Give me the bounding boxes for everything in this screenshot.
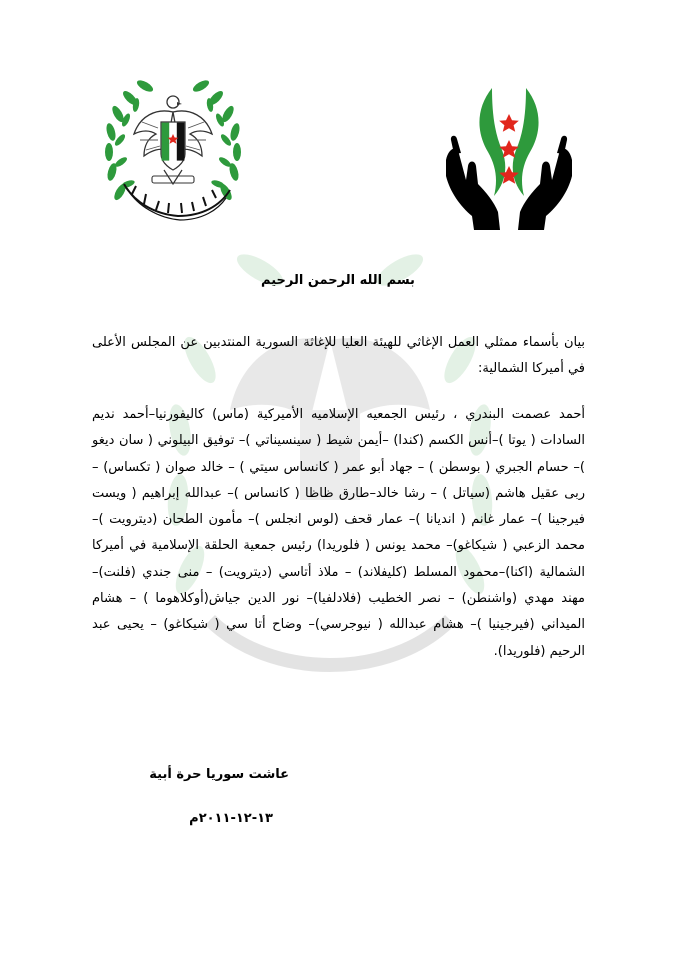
supreme-council-seal-icon [98, 72, 248, 232]
closing-slogan: عاشت سوريا حرة أبية [149, 767, 289, 782]
eagle-emblem [134, 96, 212, 184]
document-date: ١٣-١٢-٢٠١١م [189, 811, 273, 826]
stars [499, 114, 519, 184]
basmala-heading: بسم الله الرحمن الرحيم [261, 273, 415, 288]
revolution-flag-hands-icon [440, 80, 578, 232]
calligraphy-band [124, 184, 230, 220]
representatives-list: أحمد عصمت البندري ، رئيس الجمعيه الإسلاميه الأميركية (ماس) كاليفورنيا–أحمد نديم السادات ( يوتا )–أنس الكسم (كندا) –أيمن شيط ( سينسيناتي )– توفيق البيلوني ( سان ديغو )– حسام الجبري ( بوسطن ) – جهاد أبو عمر ( كانساس سيتي ) – خالد صوان ( تكساس) – ربى عقيل هاشم (سياتل ) – رشا خالد–طارق ظاظا ( كانساس )– عبدالله إبراهيم ( ويست فيرجينا )– عمار غانم ( انديانا )– عمار قحف (لوس انجلس )– مأمون الطحان (ديترويت )– محمد الزعبي ( شيكاغو)– محمد يونس ( فلوريدا) رئيس جمعية الحلقة الإسلامية في أميركا الشمالية (اكنا)–محمود المسلط (كليفلاند) – ملاذ أتاسي (ديترويت) – منى جندي (فلنت)– مهند مهدي (واشنطن) – نصر الخطيب (فلادلفيا)– نور الدين جياش(أوكلاهوما ) – هشام الميداني (فيرجينيا )– هشام عبدالله ( نيوجرسي)– وضاح أتا سي ( شيكاغو) – يحيى عبد الرحيم (فلوريدا). [92, 407, 585, 659]
statement-intro: بيان بأسماء ممثلي العمل الإغاثي للهيئة العليا للإغاثة السورية المنتدبين عن المجلس الأعلى في أميركا الشمالية: [92, 335, 585, 376]
